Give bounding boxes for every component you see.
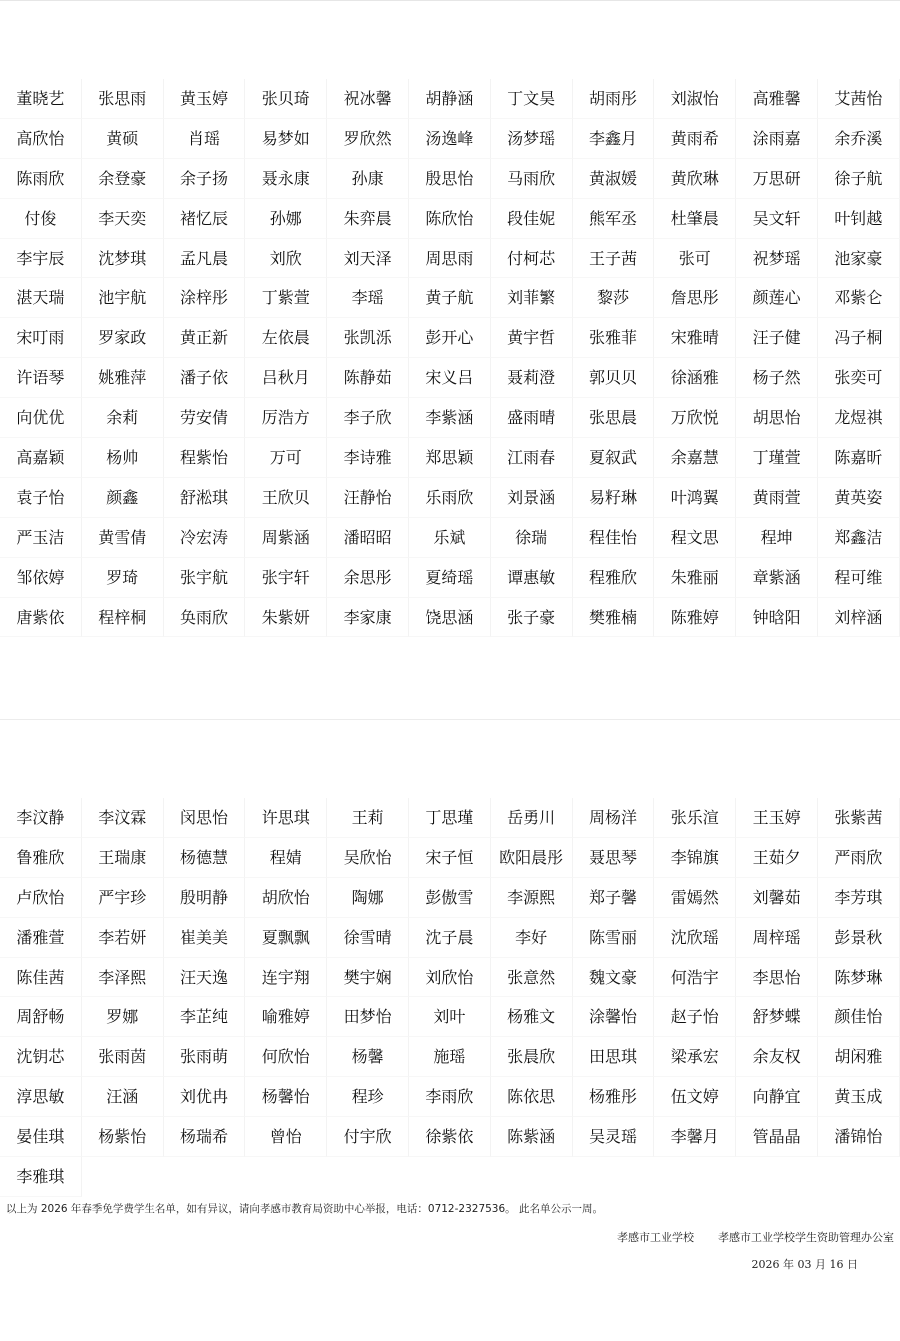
student-name-cell: 杨子然 [736,358,818,398]
student-name-cell: 舒淞琪 [164,478,246,518]
name-grid-spring-list-part-1 [0,79,900,637]
student-name-cell: 祝冰馨 [327,79,409,119]
student-name-cell: 晏佳琪 [0,1117,82,1157]
student-name-cell: 刘菲繁 [491,278,573,318]
student-name-cell: 罗家政 [82,318,164,358]
student-name-cell: 丁文昊 [491,79,573,119]
student-name-cell: 张宇航 [164,558,246,598]
student-name-cell: 涂雨嘉 [736,119,818,159]
student-name-cell: 周杨洋 [573,798,655,838]
student-name-cell: 刘馨茹 [736,878,818,918]
student-name-cell: 湛天瑞 [0,278,82,318]
student-name-cell: 陈佳茜 [0,958,82,998]
student-name-cell: 王瑞康 [82,838,164,878]
student-name-cell: 付柯芯 [491,239,573,279]
student-name-cell: 胡欣怡 [245,878,327,918]
student-name-cell: 樊宇娴 [327,958,409,998]
student-name-cell: 孟凡晨 [164,239,246,279]
student-name-cell: 张子豪 [491,598,573,638]
student-name-cell: 池家豪 [818,239,900,279]
student-name-cell: 刘淑怡 [654,79,736,119]
student-name-cell: 樊雅楠 [573,598,655,638]
student-name-cell: 乐斌 [409,518,491,558]
student-name-cell: 黎莎 [573,278,655,318]
student-name-cell: 张宇轩 [245,558,327,598]
student-name-cell: 严宇珍 [82,878,164,918]
student-name-cell: 刘梓涵 [818,598,900,638]
student-name-cell: 鲁雅欣 [0,838,82,878]
student-name-cell: 张意然 [491,958,573,998]
student-name-cell: 朱雅丽 [654,558,736,598]
student-name-cell: 周梓瑶 [736,918,818,958]
student-name-cell: 褚忆辰 [164,199,246,239]
student-name-cell: 吴灵瑶 [573,1117,655,1157]
student-name-cell: 何浩宇 [654,958,736,998]
student-name-cell: 高雅馨 [736,79,818,119]
student-name-cell: 张雨萌 [164,1037,246,1077]
student-name-cell: 胡闲雅 [818,1037,900,1077]
student-name-cell: 李泽熙 [82,958,164,998]
student-name-cell: 黄子航 [409,278,491,318]
student-name-cell: 王莉 [327,798,409,838]
student-name-cell: 刘叶 [409,997,491,1037]
student-name-cell: 汪静怡 [327,478,409,518]
student-name-cell: 颜佳怡 [818,997,900,1037]
student-name-cell: 聂莉澄 [491,358,573,398]
student-name-cell: 张雅菲 [573,318,655,358]
student-name-cell: 程佳怡 [573,518,655,558]
student-name-cell: 黄淑媛 [573,159,655,199]
student-name-cell: 李芳琪 [818,878,900,918]
student-name-cell: 程坤 [736,518,818,558]
student-name-cell: 郑鑫洁 [818,518,900,558]
student-name-cell: 严玉洁 [0,518,82,558]
student-name-cell: 李雅琪 [0,1157,82,1197]
student-name-cell: 罗娜 [82,997,164,1037]
student-name-cell: 许思琪 [245,798,327,838]
student-name-cell: 丁瑾萱 [736,438,818,478]
student-name-cell: 罗琦 [82,558,164,598]
student-name-cell: 余思彤 [327,558,409,598]
notice-date: 2026 年 03 月 16 日 [751,1258,858,1271]
student-name-cell: 向优优 [0,398,82,438]
student-name-cell: 肖瑶 [164,119,246,159]
student-name-cell: 张雨茵 [82,1037,164,1077]
student-name-cell: 郑思颖 [409,438,491,478]
student-name-cell: 丁思瑾 [409,798,491,838]
student-name-cell: 徐雪晴 [327,918,409,958]
office-name: 孝感市工业学校学生资助管理办公室 [718,1231,894,1244]
student-name-cell: 伍文婷 [654,1077,736,1117]
student-name-cell: 刘欣怡 [409,958,491,998]
student-name-cell: 王子茜 [573,239,655,279]
student-name-cell: 余嘉慧 [654,438,736,478]
student-name-cell: 刘景涵 [491,478,573,518]
student-name-cell: 徐子航 [818,159,900,199]
student-name-cell: 高嘉颖 [0,438,82,478]
student-name-cell: 李家康 [327,598,409,638]
student-name-cell: 陈静茹 [327,358,409,398]
student-name-cell: 周舒畅 [0,997,82,1037]
student-name-cell: 叶钊越 [818,199,900,239]
student-name-cell: 郭贝贝 [573,358,655,398]
student-name-cell: 易梦如 [245,119,327,159]
student-name-cell: 余莉 [82,398,164,438]
student-name-cell: 沈子晨 [409,918,491,958]
student-name-cell: 杨德慧 [164,838,246,878]
student-name-cell: 杨馨 [327,1037,409,1077]
student-name-cell: 王茹夕 [736,838,818,878]
student-name-cell: 黄英姿 [818,478,900,518]
student-name-cell: 殷明静 [164,878,246,918]
student-name-cell: 罗欣然 [327,119,409,159]
student-name-cell: 李子欣 [327,398,409,438]
student-name-cell: 邓紫仑 [818,278,900,318]
student-name-cell: 姚雅萍 [82,358,164,398]
student-name-cell: 王欣贝 [245,478,327,518]
student-name-cell: 李源熙 [491,878,573,918]
student-name-cell: 李紫涵 [409,398,491,438]
student-name-cell: 崔美美 [164,918,246,958]
student-name-cell: 陈雅婷 [654,598,736,638]
student-name-cell: 彭景秋 [818,918,900,958]
student-name-cell: 吴文轩 [736,199,818,239]
student-name-cell: 黄雨萱 [736,478,818,518]
student-name-cell: 管晶晶 [736,1117,818,1157]
student-name-cell: 黄雨希 [654,119,736,159]
student-name-cell: 雷嫣然 [654,878,736,918]
student-name-cell: 杨紫怡 [82,1117,164,1157]
student-name-cell: 朱弈晨 [327,199,409,239]
student-name-cell: 淳思敏 [0,1077,82,1117]
student-name-cell: 陈依思 [491,1077,573,1117]
student-name-cell: 胡思怡 [736,398,818,438]
top-divider [0,0,900,1]
student-name-cell: 欧阳晨彤 [491,838,573,878]
student-name-cell: 詹思彤 [654,278,736,318]
student-name-cell: 余乔溪 [818,119,900,159]
student-name-cell: 朱紫妍 [245,598,327,638]
student-name-cell: 池宇航 [82,278,164,318]
signature-line [617,1229,894,1245]
student-name-cell: 何欣怡 [245,1037,327,1077]
student-name-cell: 黄正新 [164,318,246,358]
student-name-cell: 卢欣怡 [0,878,82,918]
school-name: 孝感市工业学校 [617,1231,694,1244]
student-name-cell: 刘天泽 [327,239,409,279]
student-name-cell: 奂雨欣 [164,598,246,638]
student-name-cell: 汤逸峰 [409,119,491,159]
student-name-cell: 李宇辰 [0,239,82,279]
student-name-cell: 殷思怡 [409,159,491,199]
student-name-cell: 杜肇晨 [654,199,736,239]
student-name-cell: 潘锦怡 [818,1117,900,1157]
student-name-cell: 万可 [245,438,327,478]
student-name-cell: 涂梓彤 [164,278,246,318]
student-name-cell: 盛雨晴 [491,398,573,438]
student-name-cell: 黄雪倩 [82,518,164,558]
student-name-cell: 聂思琴 [573,838,655,878]
student-name-cell: 闵思怡 [164,798,246,838]
student-name-cell: 李鑫月 [573,119,655,159]
student-name-cell: 杨帅 [82,438,164,478]
public-notice-text: 以上为 2026 年春季免学费学生名单，如有异议，请向孝感市教育局资助中心举报，电话：0712-2327536。 此名单公示一周。 [6,1203,604,1215]
student-name-cell: 吕秋月 [245,358,327,398]
student-name-cell: 杨雅文 [491,997,573,1037]
student-name-cell: 袁子怡 [0,478,82,518]
student-name-cell: 宋雅晴 [654,318,736,358]
student-name-cell: 艾茜怡 [818,79,900,119]
student-name-cell: 沈钥芯 [0,1037,82,1077]
student-name-cell: 周思雨 [409,239,491,279]
student-name-cell: 彭开心 [409,318,491,358]
student-name-cell: 张思晨 [573,398,655,438]
student-name-cell: 杨雅彤 [573,1077,655,1117]
student-name-cell: 程文思 [654,518,736,558]
student-name-cell: 宋义吕 [409,358,491,398]
student-name-cell: 陈欣怡 [409,199,491,239]
student-name-cell: 潘子依 [164,358,246,398]
student-name-cell: 喻雅婷 [245,997,327,1037]
student-name-cell: 汪子健 [736,318,818,358]
student-name-cell: 黄宇哲 [491,318,573,358]
student-name-cell: 张凯泺 [327,318,409,358]
student-name-cell: 龙煜祺 [818,398,900,438]
student-name-cell: 万思研 [736,159,818,199]
student-name-cell: 夏叙武 [573,438,655,478]
student-name-cell: 劳安倩 [164,398,246,438]
student-name-cell: 徐紫依 [409,1117,491,1157]
student-name-cell: 段佳妮 [491,199,573,239]
student-name-cell: 舒梦蝶 [736,997,818,1037]
student-name-cell: 程婧 [245,838,327,878]
student-name-cell: 易籽琳 [573,478,655,518]
student-name-cell: 李馨月 [654,1117,736,1157]
student-name-cell: 李芷纯 [164,997,246,1037]
student-name-cell: 余友权 [736,1037,818,1077]
student-name-cell: 吴欣怡 [327,838,409,878]
student-name-cell: 许语琴 [0,358,82,398]
student-name-cell: 潘昭昭 [327,518,409,558]
student-name-cell: 陈梦琳 [818,958,900,998]
student-name-cell: 黄玉婷 [164,79,246,119]
student-name-cell: 付宇欣 [327,1117,409,1157]
student-name-cell: 陈紫涵 [491,1117,573,1157]
student-name-cell: 魏文豪 [573,958,655,998]
student-name-cell: 李瑶 [327,278,409,318]
student-name-cell: 周紫涵 [245,518,327,558]
student-name-cell: 祝梦瑶 [736,239,818,279]
student-name-cell: 冷宏涛 [164,518,246,558]
student-name-cell: 李好 [491,918,573,958]
student-name-cell: 田梦怡 [327,997,409,1037]
student-name-cell: 张奕可 [818,358,900,398]
student-name-cell: 汤梦瑶 [491,119,573,159]
student-name-cell: 余子扬 [164,159,246,199]
student-name-cell: 沈欣瑶 [654,918,736,958]
student-name-cell: 杨瑞希 [164,1117,246,1157]
student-name-cell: 冯子桐 [818,318,900,358]
student-name-cell: 程梓桐 [82,598,164,638]
student-name-cell: 乐雨欣 [409,478,491,518]
student-name-cell: 李锦旗 [654,838,736,878]
student-name-cell: 厉浩方 [245,398,327,438]
student-name-cell: 陈嘉昕 [818,438,900,478]
student-name-cell: 曾怡 [245,1117,327,1157]
student-name-cell: 付俊 [0,199,82,239]
student-name-cell: 李诗雅 [327,438,409,478]
student-name-cell: 张贝琦 [245,79,327,119]
student-name-cell: 黄硕 [82,119,164,159]
student-name-cell: 董晓艺 [0,79,82,119]
student-name-cell: 汪涵 [82,1077,164,1117]
student-name-cell: 颜莲心 [736,278,818,318]
student-name-cell: 李汶静 [0,798,82,838]
student-name-cell: 汪天逸 [164,958,246,998]
student-name-cell: 向静宜 [736,1077,818,1117]
student-name-cell: 岳勇川 [491,798,573,838]
student-name-cell: 张紫茜 [818,798,900,838]
student-name-cell: 刘优冉 [164,1077,246,1117]
student-name-cell: 程可维 [818,558,900,598]
student-name-cell: 夏飘飘 [245,918,327,958]
student-name-cell: 赵子怡 [654,997,736,1037]
student-name-cell: 马雨欣 [491,159,573,199]
student-name-cell: 饶思涵 [409,598,491,638]
student-name-cell: 丁紫萱 [245,278,327,318]
student-name-cell: 宋叮雨 [0,318,82,358]
student-name-cell: 田思琪 [573,1037,655,1077]
name-grid-spring-list-part-2 [0,798,900,1197]
student-name-cell: 张思雨 [82,79,164,119]
student-name-cell: 连宇翔 [245,958,327,998]
student-name-cell: 章紫涵 [736,558,818,598]
student-name-cell: 严雨欣 [818,838,900,878]
student-name-cell: 徐瑞 [491,518,573,558]
student-name-cell: 施瑶 [409,1037,491,1077]
section-divider [0,719,900,720]
student-name-cell: 熊军丞 [573,199,655,239]
student-name-cell: 王玉婷 [736,798,818,838]
student-name-cell: 谭惠敏 [491,558,573,598]
student-name-cell: 刘欣 [245,239,327,279]
student-name-cell: 潘雅萱 [0,918,82,958]
student-name-cell: 梁承宏 [654,1037,736,1077]
student-name-cell: 李雨欣 [409,1077,491,1117]
student-name-cell: 唐紫依 [0,598,82,638]
student-name-cell: 胡静涵 [409,79,491,119]
student-name-cell: 涂馨怡 [573,997,655,1037]
student-name-cell: 孙康 [327,159,409,199]
student-name-cell: 陶娜 [327,878,409,918]
student-name-cell: 夏绮瑶 [409,558,491,598]
student-name-cell: 左依晨 [245,318,327,358]
student-name-cell: 黄欣琳 [654,159,736,199]
student-name-cell: 胡雨彤 [573,79,655,119]
student-name-cell: 张乐渲 [654,798,736,838]
student-name-cell: 余登豪 [82,159,164,199]
student-name-cell: 徐涵雅 [654,358,736,398]
student-name-cell: 孙娜 [245,199,327,239]
student-name-cell: 沈梦琪 [82,239,164,279]
student-name-cell: 聂永康 [245,159,327,199]
student-name-cell: 陈雨欣 [0,159,82,199]
student-name-cell: 李天奕 [82,199,164,239]
student-name-cell: 程紫怡 [164,438,246,478]
student-name-cell: 颜鑫 [82,478,164,518]
student-name-cell: 邹依婷 [0,558,82,598]
student-name-cell: 万欣悦 [654,398,736,438]
student-name-cell: 张晨欣 [491,1037,573,1077]
student-name-cell: 宋子恒 [409,838,491,878]
student-name-cell: 陈雪丽 [573,918,655,958]
student-name-cell: 彭傲雪 [409,878,491,918]
student-name-cell: 张可 [654,239,736,279]
student-name-cell: 程珍 [327,1077,409,1117]
student-name-cell: 李汶霖 [82,798,164,838]
student-name-cell: 程雅欣 [573,558,655,598]
student-name-cell: 叶鸿翼 [654,478,736,518]
student-name-cell: 郑子馨 [573,878,655,918]
student-name-cell: 江雨春 [491,438,573,478]
student-name-cell: 高欣怡 [0,119,82,159]
student-name-cell: 杨馨怡 [245,1077,327,1117]
student-name-cell: 黄玉成 [818,1077,900,1117]
student-name-cell: 李思怡 [736,958,818,998]
student-name-cell: 钟晗阳 [736,598,818,638]
student-name-cell: 李若妍 [82,918,164,958]
